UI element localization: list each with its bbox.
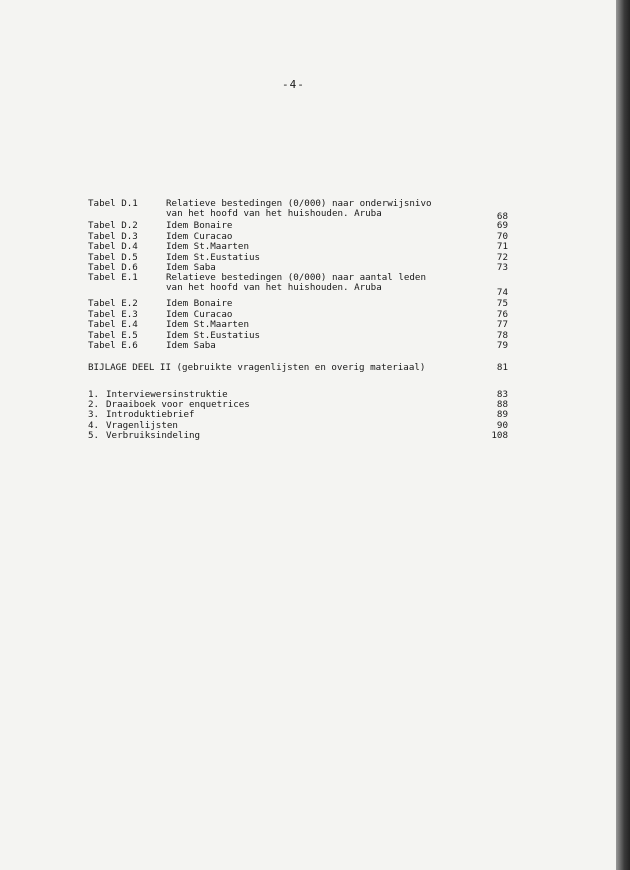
toc-title: Idem Curacao <box>166 231 233 242</box>
toc-title: Idem St.Maarten <box>166 319 249 330</box>
toc-label: Tabel E.3 <box>88 309 138 320</box>
toc-entry-d2 <box>88 220 508 231</box>
item-number: 5. <box>88 430 100 441</box>
toc-label: Tabel D.5 <box>88 252 138 263</box>
toc-title: Relatieve bestedingen (0/000) naar onderwijsnivo <box>166 198 432 209</box>
item-title: Interviewersinstruktie <box>106 389 228 400</box>
toc-page: 71 <box>496 241 508 252</box>
page-number: -4- <box>282 78 305 91</box>
toc-label: Tabel D.4 <box>88 241 138 252</box>
toc-title: Idem Saba <box>166 340 216 351</box>
item-page: 89 <box>496 409 508 420</box>
toc-title: Idem Curacao <box>166 309 233 320</box>
page-edge-shadow <box>616 0 630 870</box>
toc-entry-e4 <box>88 319 508 330</box>
toc-entry-e1-cont <box>88 282 508 298</box>
item-page: 83 <box>496 389 508 400</box>
item-page: 108 <box>491 430 508 441</box>
toc-label: Tabel D.1 <box>88 198 138 209</box>
item-number: 3. <box>88 409 100 420</box>
item-number: 2. <box>88 399 100 410</box>
toc-title: Idem St.Maarten <box>166 241 249 252</box>
toc-page: 70 <box>496 231 508 242</box>
toc-bijlage <box>88 362 508 373</box>
toc-title: Idem Bonaire <box>166 298 233 309</box>
toc-label: Tabel D.3 <box>88 231 138 242</box>
toc-label: Tabel D.6 <box>88 262 138 273</box>
toc-label: Tabel E.4 <box>88 319 138 330</box>
item-title: Draaiboek voor enquetrices <box>106 399 250 410</box>
item-number: 4. <box>88 420 100 431</box>
bijlage-page: 81 <box>496 362 508 373</box>
toc-title: van het hoofd van het huishouden. Aruba <box>166 208 382 219</box>
toc-label: Tabel E.6 <box>88 340 138 351</box>
item-title: Verbruiksindeling <box>106 430 201 441</box>
toc-page: 69 <box>496 220 508 231</box>
item-title: Introduktiebrief <box>106 409 195 420</box>
toc-label: Tabel E.2 <box>88 298 138 309</box>
toc-item-5 <box>88 430 508 441</box>
toc-title: Idem Bonaire <box>166 220 233 231</box>
toc-page: 76 <box>496 309 508 320</box>
toc-entry-e2 <box>88 298 508 309</box>
toc-page: 74 <box>496 287 508 298</box>
toc-page: 77 <box>496 319 508 330</box>
toc-title: Idem St.Eustatius <box>166 252 261 263</box>
toc-title: van het hoofd van het huishouden. Aruba <box>166 282 382 293</box>
toc-page: 79 <box>496 340 508 351</box>
toc-page: 72 <box>496 252 508 263</box>
toc-title: Relatieve bestedingen (0/000) naar aantal leden <box>166 272 426 283</box>
toc-entry-d4 <box>88 241 508 252</box>
toc-page: 78 <box>496 330 508 341</box>
toc-label: Tabel D.2 <box>88 220 138 231</box>
item-page: 90 <box>496 420 508 431</box>
toc-page: 68 <box>496 211 508 222</box>
toc-entry-d1-cont <box>88 208 508 222</box>
toc-title: Idem Saba <box>166 262 216 273</box>
item-page: 88 <box>496 399 508 410</box>
toc-title: Idem St.Eustatius <box>166 330 261 341</box>
toc-label: Tabel E.5 <box>88 330 138 341</box>
toc-page: 75 <box>496 298 508 309</box>
item-number: 1. <box>88 389 100 400</box>
toc-item-3 <box>88 409 508 420</box>
toc-label: Tabel E.1 <box>88 272 138 283</box>
toc-page: 73 <box>496 262 508 273</box>
bijlage-title: BIJLAGE DEEL II (gebruikte vragenlijsten en overig materiaal) <box>88 362 426 373</box>
toc-entry-e6 <box>88 340 508 351</box>
item-title: Vragenlijsten <box>106 420 178 431</box>
